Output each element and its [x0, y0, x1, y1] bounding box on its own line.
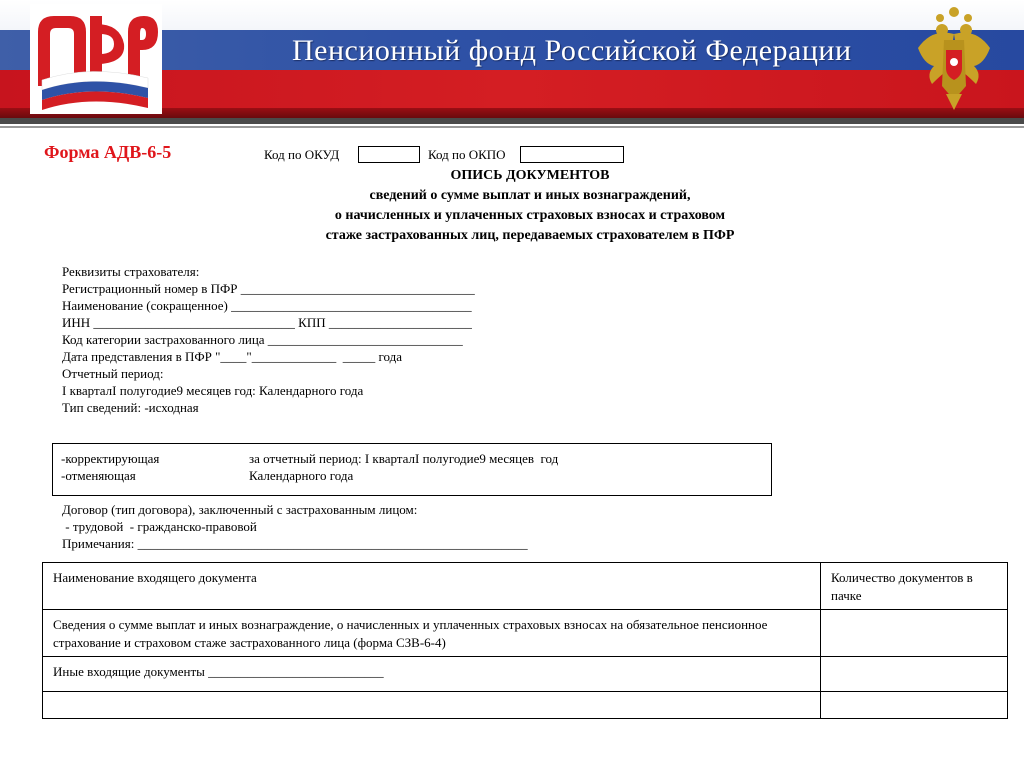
documents-table: [42, 562, 1008, 719]
correction-year-label: Календарного года: [249, 468, 354, 483]
submission-date-field[interactable]: Дата представления в ПФР "____"_____________ _____ года: [62, 349, 402, 364]
table-row: [43, 692, 1008, 719]
contract-type-options: - трудовой - гражданско-правовой: [62, 519, 257, 534]
table-header-row: [43, 563, 1008, 610]
okpo-label: Код по ОКПО: [428, 147, 506, 162]
row-other-count-cell[interactable]: [821, 657, 1008, 692]
document-subtitle-line-3: стаже застрахованных лиц, передаваемых страхователем в ПФР: [325, 228, 735, 243]
info-type-label: Тип сведений: -исходная: [62, 400, 199, 415]
document-subtitle-line-2: о начисленных и уплаченных страховых взносах и страховом: [334, 208, 726, 223]
row-empty-count-cell[interactable]: [821, 692, 1008, 719]
header-rule-dark: [0, 118, 1024, 124]
coat-of-arms-icon: [914, 4, 994, 112]
banner-title: Пенсионный фонд Российской Федерации: [292, 34, 852, 67]
registration-number-field[interactable]: Регистрационный номер в ПФР ____________________________________: [62, 281, 475, 296]
document-subtitle-line-1: сведений о сумме выплат и иных вознаграждений,: [369, 188, 691, 203]
header-banner: [0, 0, 1024, 118]
cancelling-option: -отменяющая: [61, 468, 136, 483]
header-rule-light: [0, 126, 1024, 128]
requisites-heading: Реквизиты страхователя:: [62, 264, 200, 279]
correction-box: [52, 443, 772, 496]
short-name-field[interactable]: Наименование (сокращенное) _____________________________________: [62, 298, 472, 313]
header-document-name: Наименование входящего документа: [43, 563, 821, 610]
row-empty-document[interactable]: [43, 692, 821, 719]
correction-period-label: за отчетный период: I кварталI полугодие9 месяцев год: [249, 451, 559, 466]
reporting-period-options: I кварталI полугодие9 месяцев год: Календарного года: [62, 383, 364, 398]
form-title: Форма АДВ-6-5: [44, 142, 172, 162]
row-szv-count-cell[interactable]: [821, 610, 1008, 657]
pfr-logo-icon: [30, 4, 162, 114]
okud-field[interactable]: [358, 146, 420, 163]
insured-category-code-field[interactable]: Код категории застрахованного лица ______________________________: [62, 332, 463, 347]
okpo-field[interactable]: [520, 146, 624, 163]
correcting-option: -корректирующая: [61, 451, 160, 466]
table-row: [43, 657, 1008, 692]
header-document-count: Количество документов в пачке: [821, 563, 1008, 610]
inn-kpp-field[interactable]: ИНН _______________________________ КПП ______________________: [62, 315, 472, 330]
row-szv-document: Сведения о сумме выплат и иных вознаграждение, о начисленных и уплаченных страховых взносах на обязательное пенсионное страхование и страховом стаже застрахованного лица (форма СЗВ-6-4): [43, 610, 821, 657]
notes-field[interactable]: Примечания: ____________________________________________________________: [62, 536, 528, 551]
reporting-period-label: Отчетный период:: [62, 366, 164, 381]
row-other-documents[interactable]: Иные входящие документы ___________________________: [43, 657, 821, 692]
contract-type-label: Договор (тип договора), заключенный с застрахованным лицом:: [62, 502, 418, 517]
okud-label: Код по ОКУД: [264, 147, 340, 162]
document-title: ОПИСЬ ДОКУМЕНТОВ: [450, 168, 610, 183]
table-row: [43, 610, 1008, 657]
